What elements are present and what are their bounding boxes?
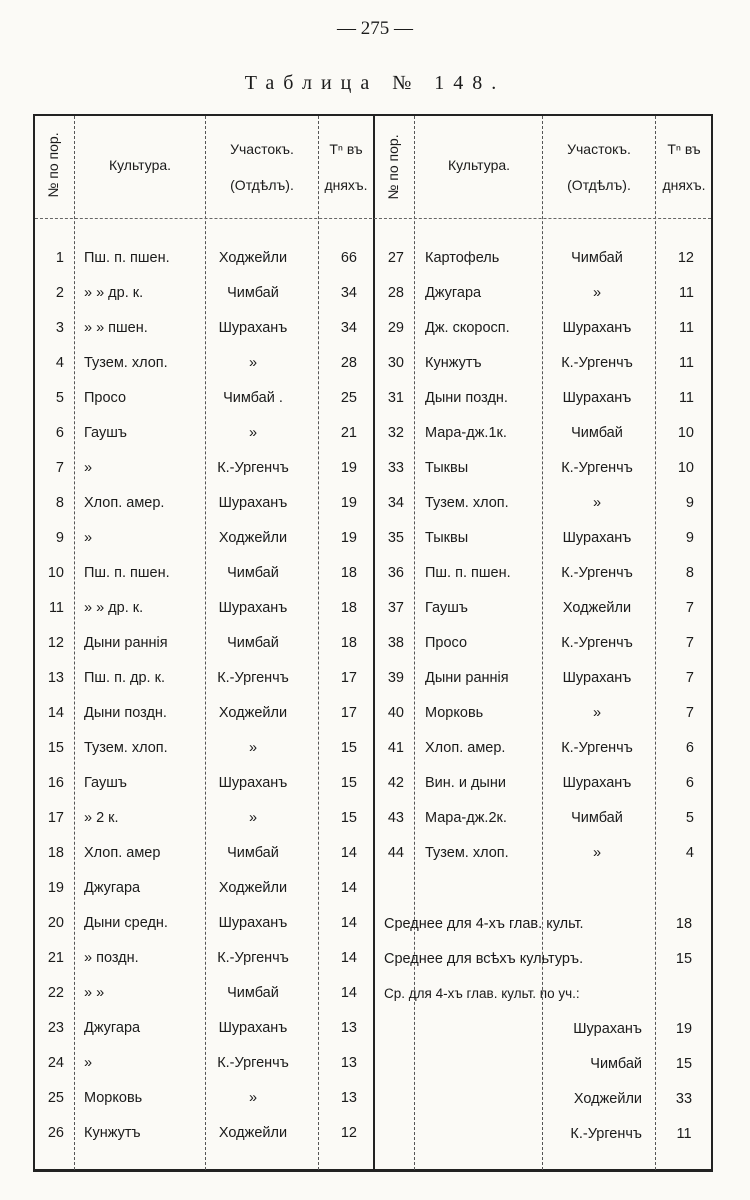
row-days: 9 [685,530,694,546]
row-number: 2 [55,285,64,301]
summary-avg-all-value: 15 [675,951,693,967]
row-number: 6 [55,425,64,441]
row-number: 12 [47,635,64,651]
row-number: 27 [387,250,404,266]
row-culture: » [84,460,93,476]
row-plot: Ходжейли [562,600,632,616]
summary-avg-all-label: Среднее для всѣхъ культуръ. [384,951,584,967]
row-number: 34 [387,495,404,511]
row-days: 28 [340,355,357,371]
row-culture: Тыквы [425,460,469,476]
row-plot: Шураханъ [562,775,632,791]
header-t-2: дняхъ. [324,177,368,193]
row-number: 7 [55,460,64,476]
row-days: 8 [685,565,694,581]
row-culture: Хлоп. амер [84,845,161,861]
row-culture: Просо [425,635,468,651]
header-t-1: Tⁿ въ [329,141,363,157]
header-plot-1: Участокъ. [230,141,294,157]
row-culture: Морковь [84,1090,143,1106]
row-number: 40 [387,705,404,721]
row-plot: » [592,845,602,861]
row-number: 5 [55,390,64,406]
row-number: 17 [47,810,64,826]
row-culture: » [84,530,93,546]
row-culture: Пш. п. пшен. [84,565,170,581]
row-plot: К.-Ургенчъ [561,635,633,651]
row-culture: Гаушъ [425,600,468,616]
row-plot: К.-Ургенчъ [217,950,289,966]
summary-avg4-label: Среднее для 4-хъ глав. культ. [384,916,584,932]
row-days: 9 [685,495,694,511]
row-culture: Тузем. хлоп. [84,740,168,756]
row-days: 7 [685,635,694,651]
summary-plot-name: Чимбай [590,1056,642,1072]
row-number: 31 [387,390,404,406]
row-plot: К.-Ургенчъ [561,740,633,756]
row-number: 37 [387,600,404,616]
row-culture: Гаушъ [84,425,127,441]
row-culture: Кунжутъ [84,1125,141,1141]
row-culture: Кунжутъ [425,355,482,371]
row-culture: » » др. к. [84,285,144,301]
row-plot: К.-Ургенчъ [561,565,633,581]
row-number: 24 [47,1055,64,1071]
header-plot-2: (Отдѣлъ). [230,177,294,193]
row-plot: Ходжейли [218,705,288,721]
row-days: 14 [340,845,357,861]
row-plot: Шураханъ [218,600,288,616]
row-culture: Тыквы [425,530,469,546]
row-plot: Чимбай . [223,390,283,406]
row-plot: К.-Ургенчъ [217,1055,289,1071]
summary-plot-name: Ходжейли [573,1091,642,1107]
row-number: 41 [387,740,404,756]
row-plot: Чимбай [571,250,623,266]
row-days: 12 [340,1125,357,1141]
header-plot-2: (Отдѣлъ). [567,177,631,193]
row-culture: Дыни раннія [84,635,168,651]
row-plot: К.-Ургенчъ [217,670,289,686]
row-plot: Ходжейли [218,880,288,896]
row-number: 10 [47,565,64,581]
row-days: 10 [677,425,694,441]
row-number: 11 [48,600,64,616]
row-culture: Хлоп. амер. [425,740,506,756]
row-culture: Тузем. хлоп. [425,495,509,511]
row-days: 19 [340,495,357,511]
header-num: № по пор. [45,132,61,198]
row-days: 66 [340,250,357,266]
row-days: 34 [340,285,357,301]
row-number: 44 [387,845,404,861]
row-plot: » [592,705,602,721]
row-plot: Чимбай [571,810,623,826]
row-days: 17 [340,705,357,721]
row-plot: Шураханъ [218,1020,288,1036]
row-number: 23 [47,1020,64,1036]
row-days: 25 [340,390,357,406]
row-plot: » [248,810,258,826]
row-plot: Шураханъ [218,915,288,931]
row-culture: Просо [84,390,127,406]
row-number: 3 [55,320,64,336]
row-culture: » 2 к. [84,810,119,826]
row-days: 7 [685,705,694,721]
row-number: 25 [47,1090,64,1106]
row-plot: Ходжейли [218,530,288,546]
summary-plot-value: 11 [676,1126,692,1142]
header-plot-1: Участокъ. [567,141,631,157]
row-number: 4 [55,355,64,371]
row-culture: » » пшен. [84,320,148,336]
row-culture: Дыни средн. [84,915,168,931]
row-days: 6 [685,775,694,791]
row-number: 36 [387,565,404,581]
row-days: 19 [340,530,357,546]
row-number: 32 [387,425,404,441]
row-culture: » поздн. [84,950,139,966]
row-plot: » [248,740,258,756]
summary-plot-name: Шураханъ [573,1021,642,1037]
row-plot: Чимбай [227,985,279,1001]
row-culture: Вин. и дыни [425,775,506,791]
row-number: 22 [47,985,64,1001]
row-culture: » » др. к. [84,600,144,616]
table-title: Таблица № 148. [244,72,506,94]
row-number: 13 [47,670,64,686]
header-num: № по пор. [385,134,401,200]
row-number: 21 [47,950,64,966]
row-number: 26 [47,1125,64,1141]
row-culture: Мара-дж.1к. [425,425,507,441]
row-days: 13 [340,1055,357,1071]
row-days: 18 [340,600,357,616]
row-number: 20 [47,915,64,931]
row-number: 35 [387,530,404,546]
summary-plot-value: 15 [675,1056,693,1072]
row-days: 7 [685,600,694,616]
row-days: 7 [685,670,694,686]
row-number: 30 [387,355,404,371]
row-plot: К.-Ургенчъ [217,460,289,476]
row-culture: Джугара [425,285,482,301]
row-days: 14 [340,950,357,966]
row-days: 13 [340,1090,357,1106]
row-days: 4 [685,845,694,861]
row-number: 9 [55,530,64,546]
row-days: 14 [340,915,357,931]
row-days: 5 [685,810,694,826]
row-plot: Чимбай [227,565,279,581]
page-number: — 275 — [337,18,413,39]
row-culture: » [84,1055,93,1071]
row-days: 10 [677,460,694,476]
row-number: 33 [387,460,404,476]
row-culture: Дыни поздн. [425,390,508,406]
row-culture: Картофель [425,250,500,266]
row-plot: Чимбай [227,635,279,651]
row-plot: Шураханъ [562,320,632,336]
row-number: 18 [47,845,64,861]
row-culture: Тузем. хлоп. [425,845,509,861]
row-plot: » [592,285,602,301]
row-plot: Шураханъ [218,320,288,336]
row-days: 18 [340,635,357,651]
row-number: 1 [55,250,64,266]
row-culture: Пш. п. др. к. [84,670,165,686]
row-days: 14 [340,880,357,896]
col-divider [74,116,75,1170]
center-divider [373,116,375,1170]
row-days: 15 [340,810,357,826]
row-days: 17 [340,670,357,686]
row-number: 39 [387,670,404,686]
row-culture: Тузем. хлоп. [84,355,168,371]
row-plot: Ходжейли [218,1125,288,1141]
row-days: 11 [678,355,694,371]
row-culture: Гаушъ [84,775,127,791]
row-number: 8 [55,495,64,511]
row-plot: Шураханъ [562,670,632,686]
row-plot: » [592,495,602,511]
header-culture: Культура. [447,157,511,173]
row-number: 42 [387,775,404,791]
row-culture: Джугара [84,1020,141,1036]
row-number: 16 [47,775,64,791]
row-days: 6 [685,740,694,756]
row-number: 43 [387,810,404,826]
header-culture: Культура. [108,157,172,173]
row-plot: Шураханъ [562,530,632,546]
row-culture: Джугара [84,880,141,896]
row-days: 15 [340,740,357,756]
row-plot: К.-Ургенчъ [561,460,633,476]
row-culture: Пш. п. пшен. [425,565,511,581]
row-days: 11 [678,390,694,406]
summary-plot-value: 33 [675,1091,693,1107]
row-plot: Ходжейли [218,250,288,266]
row-number: 15 [47,740,64,756]
row-plot: Шураханъ [562,390,632,406]
row-days: 18 [340,565,357,581]
row-days: 34 [340,320,357,336]
summary-plot-value: 19 [675,1021,693,1037]
row-plot: » [248,425,258,441]
row-culture: Мара-дж.2к. [425,810,507,826]
header-rule [35,218,711,219]
row-plot: Шураханъ [218,775,288,791]
row-days: 14 [340,985,357,1001]
row-plot: Чимбай [227,285,279,301]
row-number: 14 [47,705,64,721]
row-culture: Дыни раннія [425,670,509,686]
col-divider [414,116,415,1170]
row-plot: Шураханъ [218,495,288,511]
summary-avg4-value: 18 [675,916,693,932]
row-days: 19 [340,460,357,476]
row-plot: Чимбай [571,425,623,441]
row-culture: Хлоп. амер. [84,495,165,511]
row-days: 13 [340,1020,357,1036]
row-plot: » [248,1090,258,1106]
row-days: 21 [340,425,357,441]
row-plot: » [248,355,258,371]
row-culture: Дыни поздн. [84,705,167,721]
header-t-1: Tⁿ въ [667,141,701,157]
row-number: 28 [387,285,404,301]
row-number: 38 [387,635,404,651]
row-culture: Дж. скоросп. [425,320,510,336]
row-days: 15 [340,775,357,791]
row-number: 19 [47,880,64,896]
row-number: 29 [387,320,404,336]
row-days: 11 [678,320,694,336]
row-plot: Чимбай [227,845,279,861]
row-plot: К.-Ургенчъ [561,355,633,371]
summary-plot-name: К.-Ургенчъ [570,1126,642,1142]
row-culture: Морковь [425,705,484,721]
row-culture: Пш. п. пшен. [84,250,170,266]
header-t-2: дняхъ. [662,177,706,193]
summary-by-plot-label: Ср. для 4-хъ глав. культ. по уч.: [384,986,580,1001]
row-days: 12 [677,250,694,266]
row-days: 11 [678,285,694,301]
row-culture: » » [84,985,105,1001]
